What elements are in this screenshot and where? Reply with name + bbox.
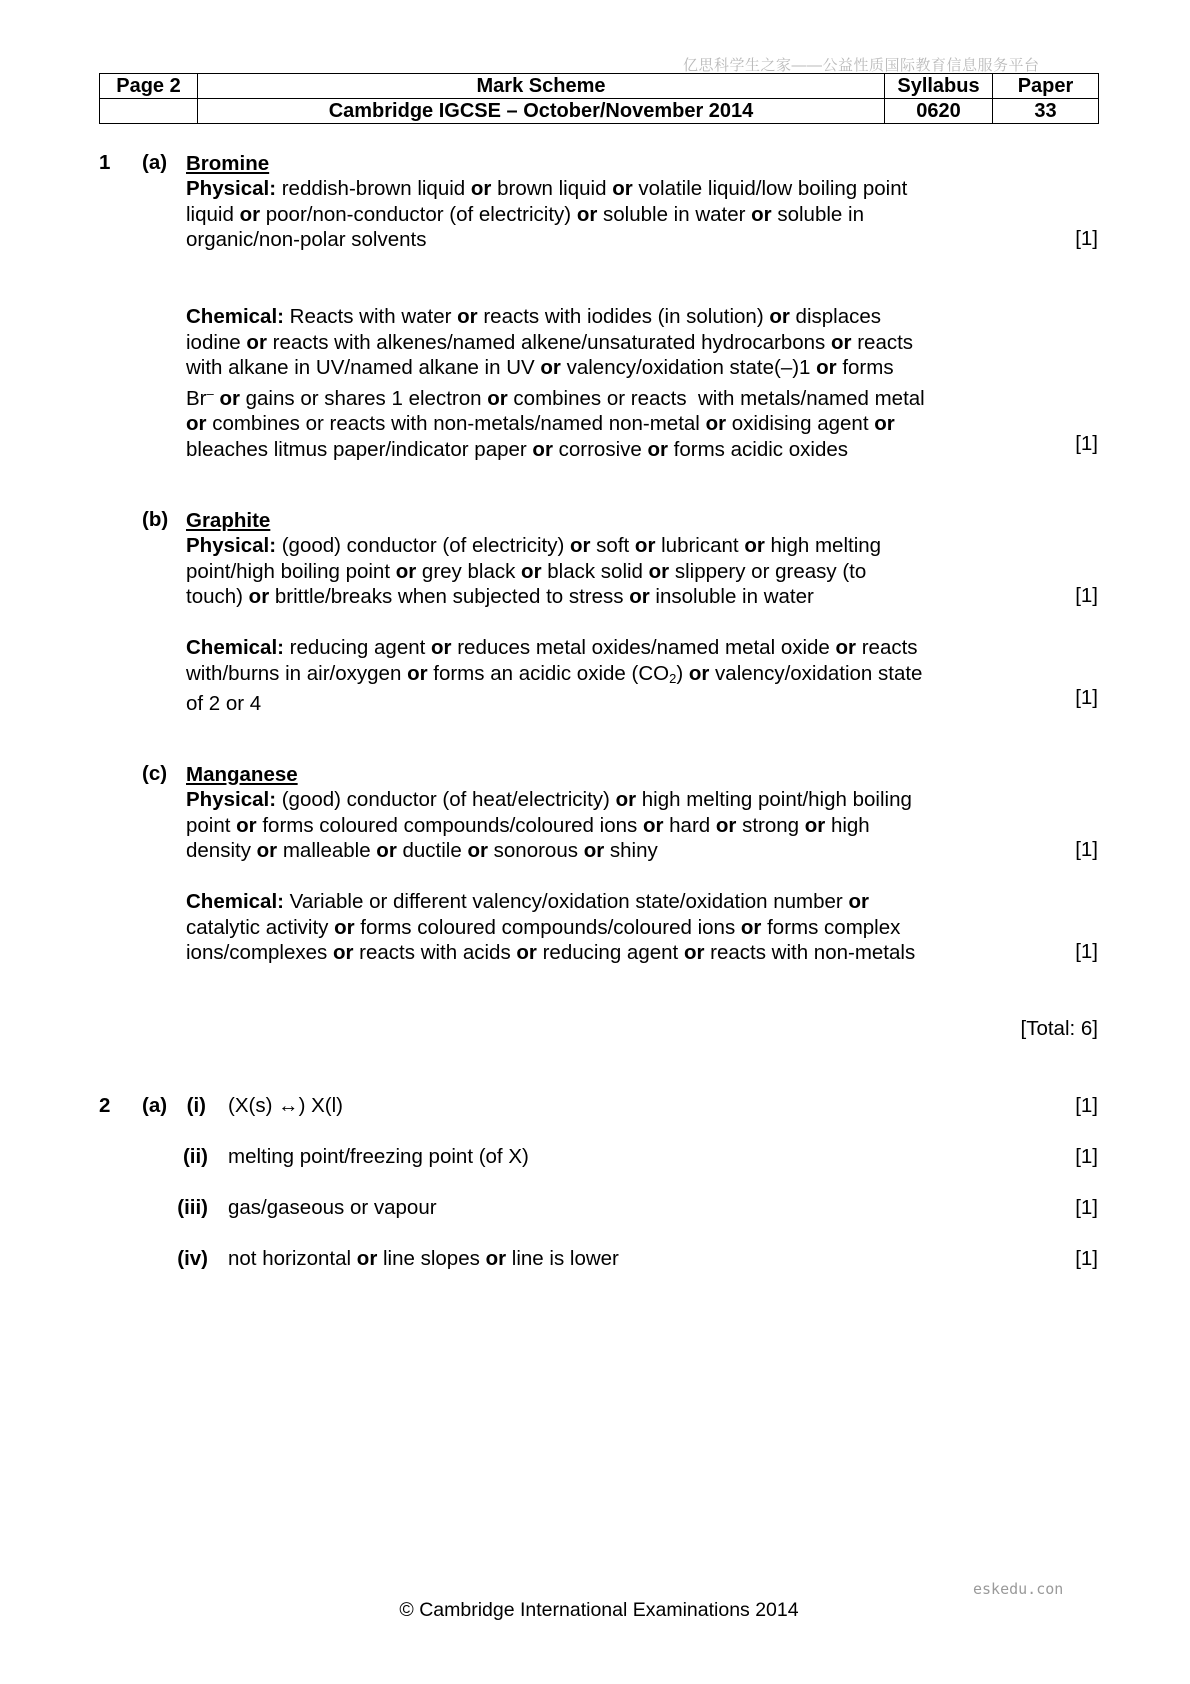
answer-2a-iv: not horizontal or line slopes or line is lower xyxy=(228,1247,619,1270)
part-label-1c: (c) xyxy=(142,762,168,785)
subpart-label-i: (i) xyxy=(186,1094,206,1117)
total-marks-q1: [Total: 6] xyxy=(1020,1017,1098,1040)
bromine-physical: Physical: reddish-brown liquid or brown liquid or volatile liquid/low boiling point liquid or poor/non-conductor (of electricity) or soluble in water or soluble in organic/non-polar solvents xyxy=(186,177,908,251)
question-number-1: 1 xyxy=(99,151,111,174)
answer-2a-iii: gas/gaseous or vapour xyxy=(228,1196,437,1219)
subpart-label-ii: (ii) xyxy=(182,1145,208,1168)
question-number-2: 2 xyxy=(99,1094,111,1117)
mark-2a-iv: [1] xyxy=(1075,1247,1098,1270)
mark-1c-physical: [1] xyxy=(1075,838,1098,861)
mark-2a-iii: [1] xyxy=(1075,1196,1098,1219)
answer-2a-ii: melting point/freezing point (of X) xyxy=(228,1145,529,1168)
manganese-physical: Physical: (good) conductor (of heat/electricity) or high melting point/high boiling point or forms coloured compounds/coloured ions or hard or strong or high density or malleable or ductile or sonorous or shiny xyxy=(186,788,912,862)
watermark-bottom: eskedu.con xyxy=(973,1580,1064,1598)
mark-1a-physical: [1] xyxy=(1075,227,1098,250)
heading-graphite: Graphite xyxy=(186,509,271,532)
mark-2a-ii: [1] xyxy=(1075,1145,1098,1168)
bromine-chemical: Chemical: Reacts with water or reacts with iodides (in solution) or displaces iodine or reacts with alkenes/named alkene/unsaturated hydrocarbons or reacts with alkane in UV/named alkane in UV or valency/oxidation state(–)1 or forms Br– or gains or shares 1 electron or combines or reacts with metals/named metal or combines or reacts with non-metals/named non-metal or oxidising agent or bleaches litmus paper/indicator paper or corrosive or forms acidic oxides xyxy=(186,305,925,461)
syllabus-code: 0620 xyxy=(885,99,993,124)
part-label-1b: (b) xyxy=(142,508,169,531)
graphite-chemical: Chemical: reducing agent or reduces metal oxides/named metal oxide or reacts with/burns in air/oxygen or forms an acidic oxide $(CO_2)$ or valency/oxidation state of 2 or 4 xyxy=(186,636,923,715)
page-label: Page 2 xyxy=(100,74,198,99)
mark-1b-chemical: [1] xyxy=(1075,686,1098,709)
answer-2a-i: (X(s) ↔) X(l) xyxy=(228,1094,344,1117)
watermark-top: 亿思科学生之家——公益性质国际教育信息服务平台 xyxy=(683,57,1040,74)
exam-name: Cambridge IGCSE – October/November 2014 xyxy=(198,99,885,124)
subpart-label-iii: (iii) xyxy=(177,1196,208,1219)
mark-2a-i: [1] xyxy=(1075,1094,1098,1117)
paper-label: Paper xyxy=(993,74,1099,99)
mark-1b-physical: [1] xyxy=(1075,584,1098,607)
syllabus-label: Syllabus xyxy=(885,74,993,99)
heading-bromine: Bromine xyxy=(186,152,270,175)
subpart-label-iv: (iv) xyxy=(177,1247,208,1270)
manganese-chemical: Chemical: Variable or different valency/oxidation state/oxidation number or catalytic activity or forms coloured compounds/coloured ions or forms complex ions/complexes or reacts with acids or reducing agent or reacts with non-metals xyxy=(186,890,916,964)
graphite-physical: Physical: (good) conductor (of electricity) or soft or lubricant or high melting point/high boiling point or grey black or black solid or slippery or greasy (to touch) or brittle/breaks when subjected to stress or insoluble in water xyxy=(186,534,882,608)
part-label-1a: (a) xyxy=(142,151,168,174)
document-title: Mark Scheme xyxy=(198,74,885,99)
copyright-footer: © Cambridge International Examinations 2014 xyxy=(399,1599,799,1621)
part-label-2a: (a) xyxy=(142,1094,168,1117)
heading-manganese: Manganese xyxy=(186,763,298,786)
mark-1a-chemical: [1] xyxy=(1075,432,1098,455)
paper-number: 33 xyxy=(993,99,1099,124)
mark-1c-chemical: [1] xyxy=(1075,940,1098,963)
header-table xyxy=(99,73,1099,124)
